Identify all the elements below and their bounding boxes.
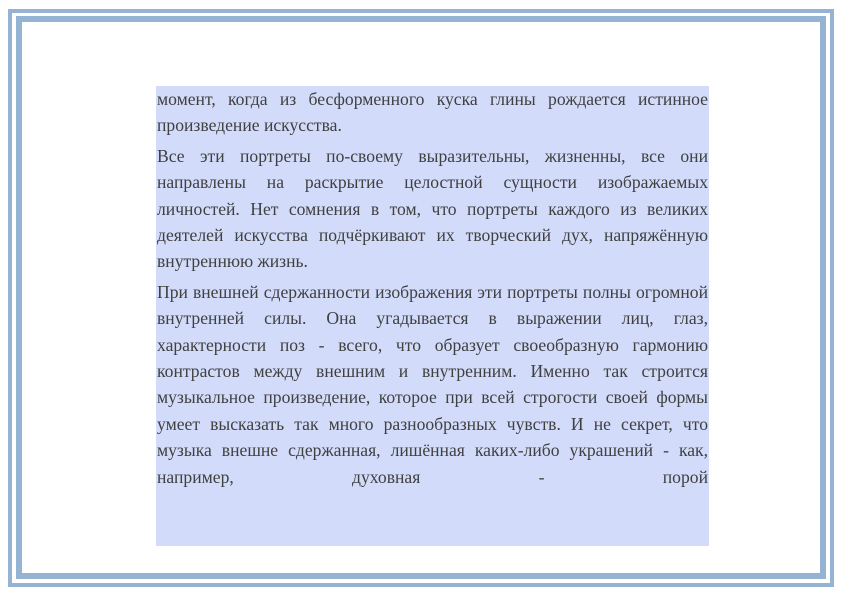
paragraph-1: момент, когда из бесформенного куска глины рождается истинное произведение искусства.: [157, 89, 708, 136]
paragraph-2: Все эти портреты по-своему выразительны, жизненны, все они направлены на раскрытие целостной сущности изображаемых личностей. Нет сомнения в том, что портреты каждого из великих деятелей искусства подчёркивают их творческий дух, напряжённую внутреннюю жизнь.: [157, 145, 708, 272]
paragraph-3: При внешней сдержанности изображения эти портреты полны огромной внутренней силы. Она угадывается в выражении лиц, глаз, характерности поз - всего, что образует своеобразную гармонию контрастов между внешним и внутренним. Именно так строится музыкальное произведение, которое при всей строгости своей формы умеет высказать так много разнообразных чувств. И не секрет, что музыка внешне сдержанная, лишённая каких-либо украшений - как, например, духовная - порой: [157, 281, 708, 487]
text-block: [156, 86, 709, 546]
